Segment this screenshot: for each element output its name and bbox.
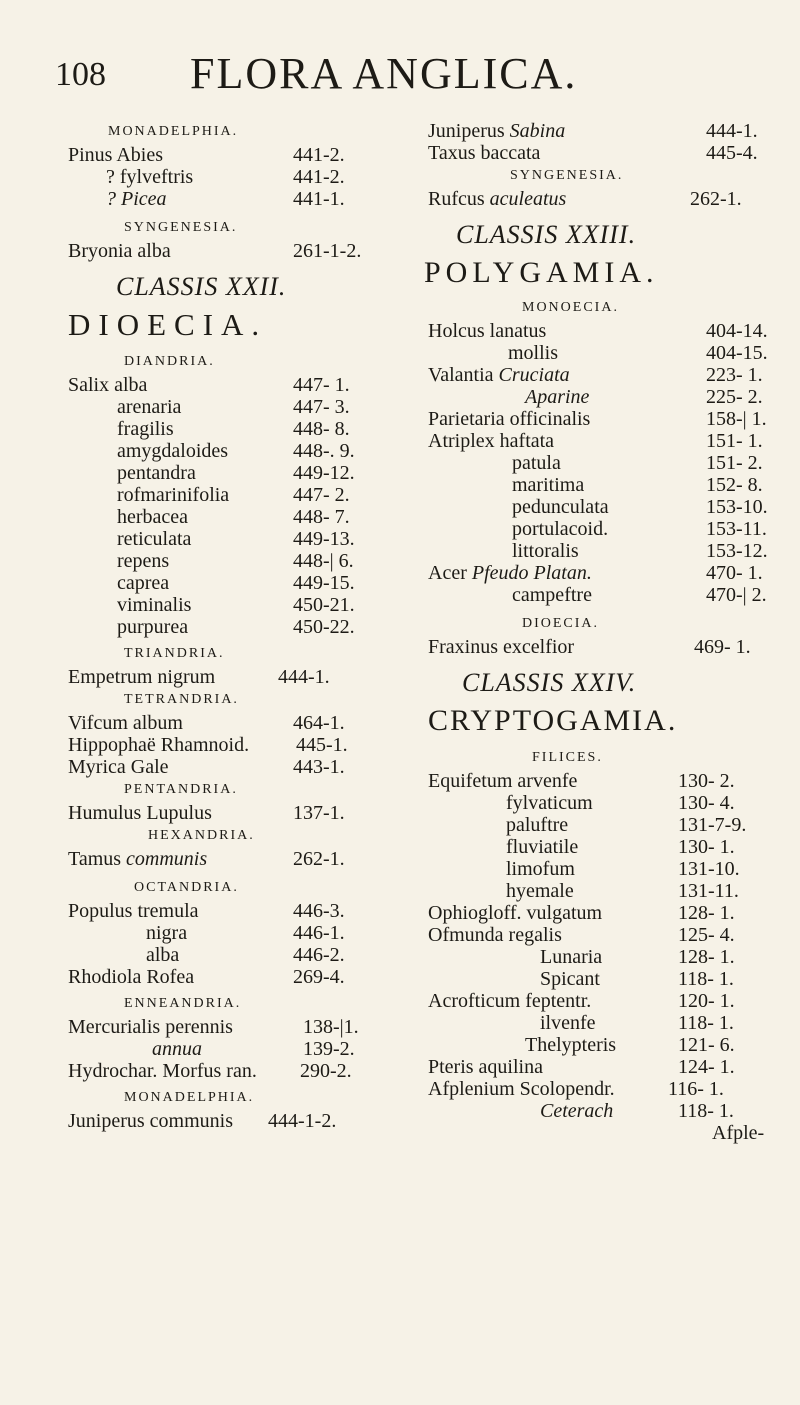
entry: Hydrochar. Morfus ran. 290-2. [68, 1060, 352, 1082]
catchword: Afple- [712, 1122, 765, 1144]
entry: Juniperus Sabina 444-1. [428, 120, 758, 142]
entry: Hippophaë Rhamnoid. 445-1. [68, 734, 348, 756]
entry: Tamus communis 262-1. [68, 848, 345, 870]
entry: Myrica Gale 443-1. [68, 756, 345, 778]
entry: Juniperus communis 444-1-2. [68, 1110, 337, 1132]
entry: Pteris aquilina 124- 1. [428, 1056, 735, 1078]
classis-heading: CLASSIS XXII. [116, 272, 287, 301]
entry: herbacea 448- 7. [117, 506, 350, 528]
entry: portulacoid. 153-11. [512, 518, 767, 540]
entry: paluftre 131-7-9. [506, 814, 747, 836]
entry: Populus tremula 446-3. [68, 900, 345, 922]
section-heading: DIOECIA. [522, 616, 600, 631]
entry: Acer Pfeudo Platan. 470- 1. [428, 562, 763, 584]
entry: viminalis 450-21. [117, 594, 355, 616]
entry: Ceterach 118- 1. [540, 1100, 734, 1122]
entry: rofmarinifolia 447- 2. [117, 484, 350, 506]
entry: campeftre 470-| 2. [512, 584, 767, 606]
entry: reticulata 449-13. [117, 528, 355, 550]
entry: ? Picea 441-1. [106, 188, 345, 210]
entry: ilvenfe 118- 1. [540, 1012, 734, 1034]
entry: annua 139-2. [152, 1038, 355, 1060]
entry: mollis 404-15. [508, 342, 768, 364]
section-heading: MONOECIA. [522, 300, 619, 315]
class-title: DIOECIA. [68, 307, 268, 342]
entry: nigra 446-1. [146, 922, 345, 944]
entry: maritima 152- 8. [512, 474, 763, 496]
section-heading: ENNEANDRIA. [124, 996, 242, 1011]
entry: patula 151- 2. [512, 452, 763, 474]
entry: Holcus lanatus 404-14. [428, 320, 768, 342]
entry: fluviatile 130- 1. [506, 836, 735, 858]
entry: hyemale 131-11. [506, 880, 739, 902]
entry: limofum 131-10. [506, 858, 740, 880]
entry: Acrofticum feptentr. 120- 1. [428, 990, 735, 1012]
entry: fylvaticum 130- 4. [506, 792, 735, 814]
section-heading: SYNGENESIA. [124, 220, 238, 235]
entry: pentandra 449-12. [117, 462, 355, 484]
entry: Fraxinus excelfior 469- 1. [428, 636, 751, 658]
running-head [0, 48, 800, 98]
entry: Mercurialis perennis 138-|1. [68, 1016, 359, 1038]
section-heading: MONADELPHIA. [108, 124, 239, 139]
entry: repens 448-| 6. [117, 550, 354, 572]
section-heading: FILICES. [532, 750, 603, 765]
right-column [420, 120, 790, 1144]
entry: Lunaria 128- 1. [540, 946, 735, 968]
classis-heading: CLASSIS XXIV. [462, 668, 637, 697]
entry: Humulus Lupulus 137-1. [68, 802, 345, 824]
page-title: FLORA ANGLICA. [190, 49, 578, 98]
classis-heading: CLASSIS XXIII. [456, 220, 637, 249]
entry: Valantia Cruciata 223- 1. [428, 364, 763, 386]
entry: Spicant 118- 1. [540, 968, 734, 990]
entry: Aparine 225- 2. [525, 386, 763, 408]
left-column [68, 120, 428, 1132]
entry: Atriplex haftata 151- 1. [428, 430, 763, 452]
class-title: POLYGAMIA. [424, 256, 659, 289]
entry: Pinus Abies 441-2. [68, 144, 345, 166]
section-heading: MONADELPHIA. [124, 1090, 255, 1105]
entry: pedunculata 153-10. [512, 496, 768, 518]
entry: purpurea 450-22. [117, 616, 355, 638]
class-title: CRYPTOGAMIA. [428, 704, 678, 737]
entry: Rhodiola Rofea 269-4. [68, 966, 345, 988]
entry: Equifetum arvenfe 130- 2. [428, 770, 735, 792]
entry: amygdaloides 448-. 9. [117, 440, 355, 462]
entry: Vifcum album 464-1. [68, 712, 345, 734]
entry: Ophiogloff. vulgatum 128- 1. [428, 902, 735, 924]
section-heading: DIANDRIA. [124, 354, 215, 369]
entry: fragilis 448- 8. [117, 418, 350, 440]
page-number: 108 [55, 56, 106, 93]
entry: ? fylveftris 441-2. [106, 166, 345, 188]
entry: Taxus baccata 445-4. [428, 142, 758, 164]
section-heading: TETRANDRIA. [124, 692, 239, 707]
entry: Salix alba 447- 1. [68, 374, 350, 396]
section-heading: PENTANDRIA. [124, 782, 238, 797]
section-heading: OCTANDRIA. [134, 880, 239, 895]
entry: arenaria 447- 3. [117, 396, 350, 418]
section-heading: HEXANDRIA. [148, 828, 255, 843]
entry: Afplenium Scolopendr. 116- 1. [428, 1078, 724, 1100]
entry: Thelypteris 121- 6. [525, 1034, 735, 1056]
entry: littoralis 153-12. [512, 540, 768, 562]
entry: Rufcus aculeatus 262-1. [428, 188, 742, 210]
entry: Ofmunda regalis 125- 4. [428, 924, 735, 946]
entry: Empetrum nigrum 444-1. [68, 666, 330, 688]
section-heading: SYNGENESIA. [510, 168, 624, 183]
entry: alba 446-2. [146, 944, 345, 966]
entry: Bryonia alba 261-1-2. [68, 240, 362, 262]
entry: caprea 449-15. [117, 572, 355, 594]
entry: Parietaria officinalis 158-| 1. [428, 408, 767, 430]
section-heading: TRIANDRIA. [124, 646, 225, 661]
